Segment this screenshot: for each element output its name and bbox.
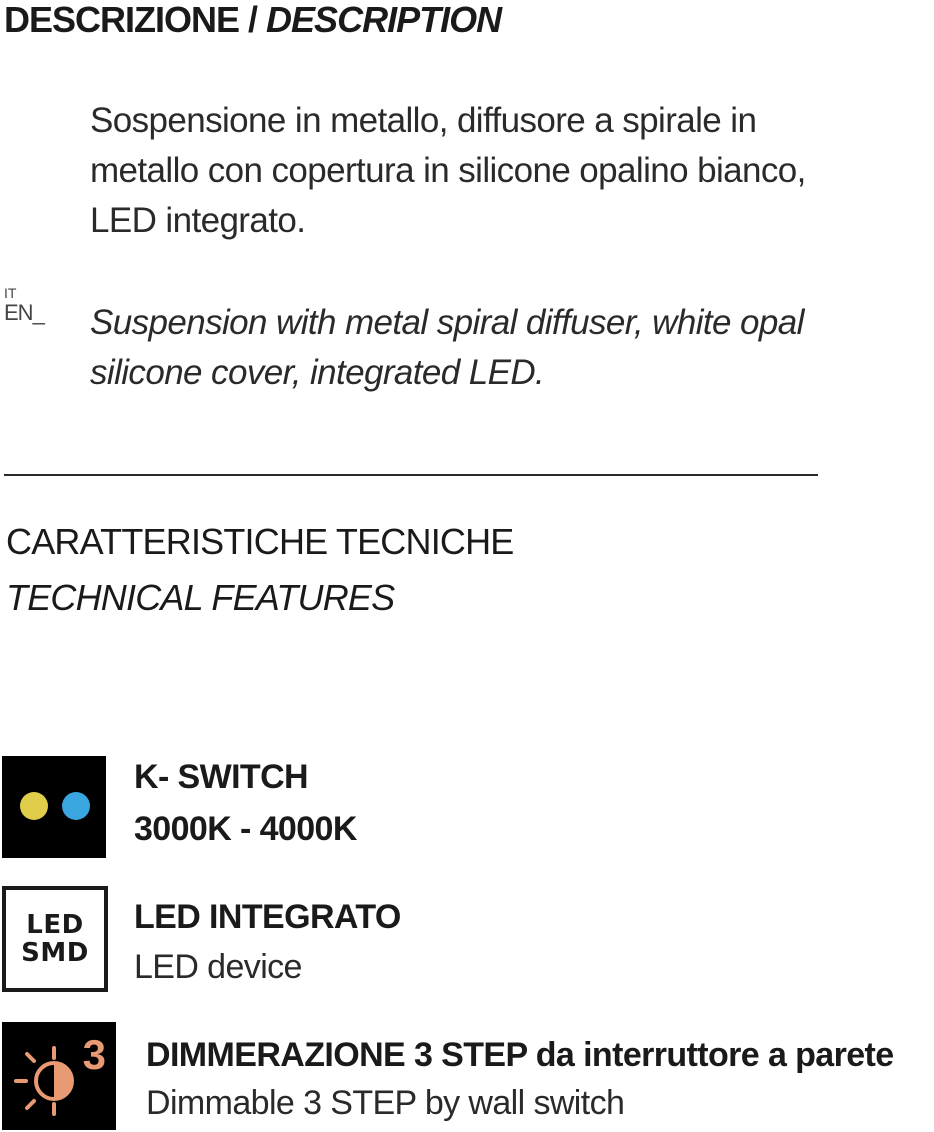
dimmable-3-step-icon (2, 1022, 116, 1130)
feature-led-title: LED INTEGRATO (134, 898, 401, 936)
dimming-step-number: 3 (82, 1031, 106, 1078)
feature-dimming-subtitle: Dimmable 3 STEP by wall switch (146, 1084, 625, 1122)
technical-features-title-en: TECHNICAL FEATURES (6, 577, 395, 618)
section-divider (4, 474, 818, 476)
feature-k-switch-title: K- SWITCH (134, 758, 309, 796)
warm-light-dot-icon (20, 792, 48, 820)
language-marker-en-label: EN (4, 300, 33, 325)
english-description-line: Suspension with metal spiral diffuser, white opal (90, 303, 804, 342)
led-smd-icon (2, 886, 108, 992)
led-smd-icon-text-bottom: SMD (21, 938, 89, 968)
english-description (90, 298, 890, 398)
italian-description-line: metallo con copertura in silicone opalino bianco, (90, 151, 806, 190)
description-heading (4, 0, 501, 40)
cool-light-dot-icon (62, 792, 90, 820)
english-description-line: silicone cover, integrated LED. (90, 353, 545, 392)
italian-description-line: LED integrato. (90, 201, 306, 240)
italian-description-line: Sospensione in metallo, diffusore a spirale in (90, 101, 757, 140)
feature-dimming-title: DIMMERAZIONE 3 STEP da interruttore a parete (146, 1036, 894, 1074)
language-marker-en (4, 300, 44, 326)
italian-description (90, 96, 890, 246)
language-marker-it: IT (4, 285, 17, 301)
feature-k-switch-subtitle: 3000K - 4000K (134, 810, 357, 848)
technical-features-title-it: CARATTERISTICHE TECNICHE (6, 521, 514, 562)
description-heading-it: DESCRIZIONE / (4, 0, 258, 40)
dimming-sun-icon (2, 1022, 82, 1130)
language-marker-underline: _ (32, 300, 44, 325)
led-smd-icon-text-top: LED (26, 910, 84, 940)
feature-led-subtitle: LED device (134, 948, 302, 986)
description-heading-en: DESCRIPTION (266, 0, 502, 40)
k-switch-icon (2, 756, 106, 858)
